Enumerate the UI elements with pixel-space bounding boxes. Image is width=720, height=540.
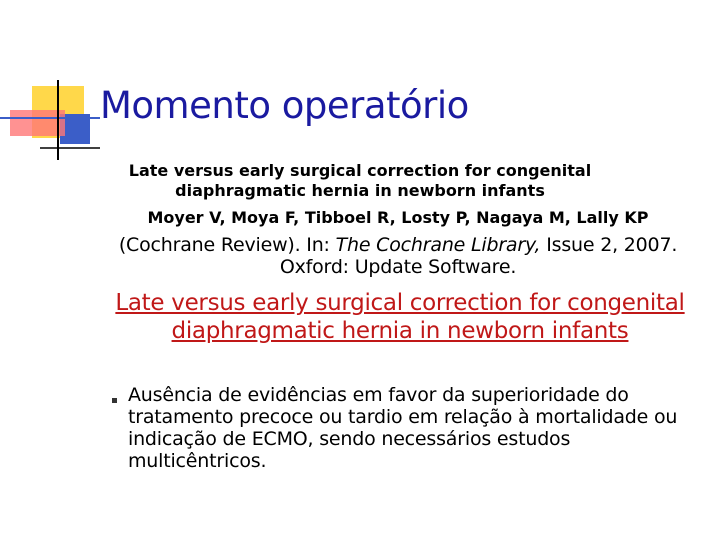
bullet-text: Ausência de evidências em favor da superioridade do tratamento precoce ou tardio em relação à mortalidade ou indicação de ECMO, sendo necessários estudos multicêntricos. [128,384,678,472]
slide-title: Momento operatório [100,84,469,127]
article-authors: Moyer V, Moya F, Tibboel R, Losty P, Nagaya M, Lally KP [147,208,649,227]
bullet-square-icon [112,398,117,403]
article-title: Late versus early surgical correction for congenital diaphragmatic hernia in newborn infants [128,161,592,200]
citation-journal: The Cochrane Library, [335,234,541,256]
article-citation [96,234,700,278]
citation-suffix: Issue 2, 2007. Oxford: Update Software. [279,234,678,278]
decorative-squares-logo [0,0,100,170]
citation-prefix: (Cochrane Review). In: [118,234,336,256]
article-link[interactable]: Late versus early surgical correction for congenital diaphragmatic hernia in newborn infants [115,290,685,344]
